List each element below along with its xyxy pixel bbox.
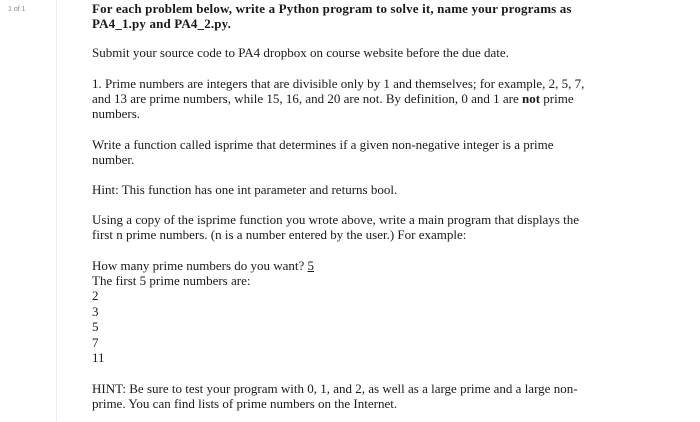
example-prime-item: 11	[92, 350, 105, 365]
hint-function-signature: Hint: This function has one int parameter and returns bool.	[92, 182, 398, 197]
problem-1-line-3: numbers.	[92, 106, 141, 121]
testing-hint-line-1: HINT: Be sure to test your program with 0, 1, and 2, as well as a large prime and a large non-	[92, 381, 578, 396]
isprime-task-line-2: number.	[92, 152, 135, 167]
example-prime-item: 5	[92, 319, 99, 334]
testing-hint-line-2: prime. You can find lists of prime numbers on the Internet.	[92, 396, 398, 411]
emphasis-not: not	[521, 91, 541, 106]
problem-1-line-2	[92, 91, 614, 106]
example-prime-item: 2	[92, 288, 99, 303]
example-session	[92, 258, 614, 366]
example-prompt-line	[92, 258, 614, 273]
isprime-task	[92, 137, 614, 167]
example-user-input: 5	[307, 258, 315, 273]
problem-1-line-2-tail: prime	[540, 91, 574, 106]
example-output-header: The first 5 prime numbers are:	[92, 273, 251, 288]
example-prime-list	[92, 288, 614, 366]
main-program-task	[92, 212, 614, 242]
example-prompt: How many prime numbers do you want?	[92, 258, 308, 273]
sidebar-divider	[56, 0, 57, 422]
example-prime-item: 7	[92, 334, 99, 350]
main-task-line-2: first n prime numbers. (n is a number entered by the user.) For example:	[92, 227, 467, 242]
heading-line-2: PA4_1.py and PA4_2.py.	[92, 16, 231, 31]
example-prime-item: 3	[92, 303, 99, 319]
main-task-line-1: Using a copy of the isprime function you wrote above, write a main program that displays the	[92, 212, 580, 227]
submit-instruction: Submit your source code to PA4 dropbox on course website before the due date.	[92, 45, 509, 60]
testing-hint	[92, 381, 614, 411]
problem-1-description	[92, 76, 614, 121]
assignment-heading	[92, 1, 614, 31]
heading-line-1: For each problem below, write a Python program to solve it, name your programs as	[92, 1, 572, 16]
problem-1-line-1: 1. Prime numbers are integers that are divisible only by 1 and themselves; for example, 2, 5, 7,	[92, 76, 585, 91]
problem-1-line-2-text: and 13 are prime numbers, while 15, 16, and 20 are not. By definition, 0 and 1 are	[92, 91, 522, 106]
page-indicator: 1 of 1	[8, 6, 26, 13]
isprime-task-line-1: Write a function called isprime that determines if a given non-negative integer is a prime	[92, 137, 554, 152]
